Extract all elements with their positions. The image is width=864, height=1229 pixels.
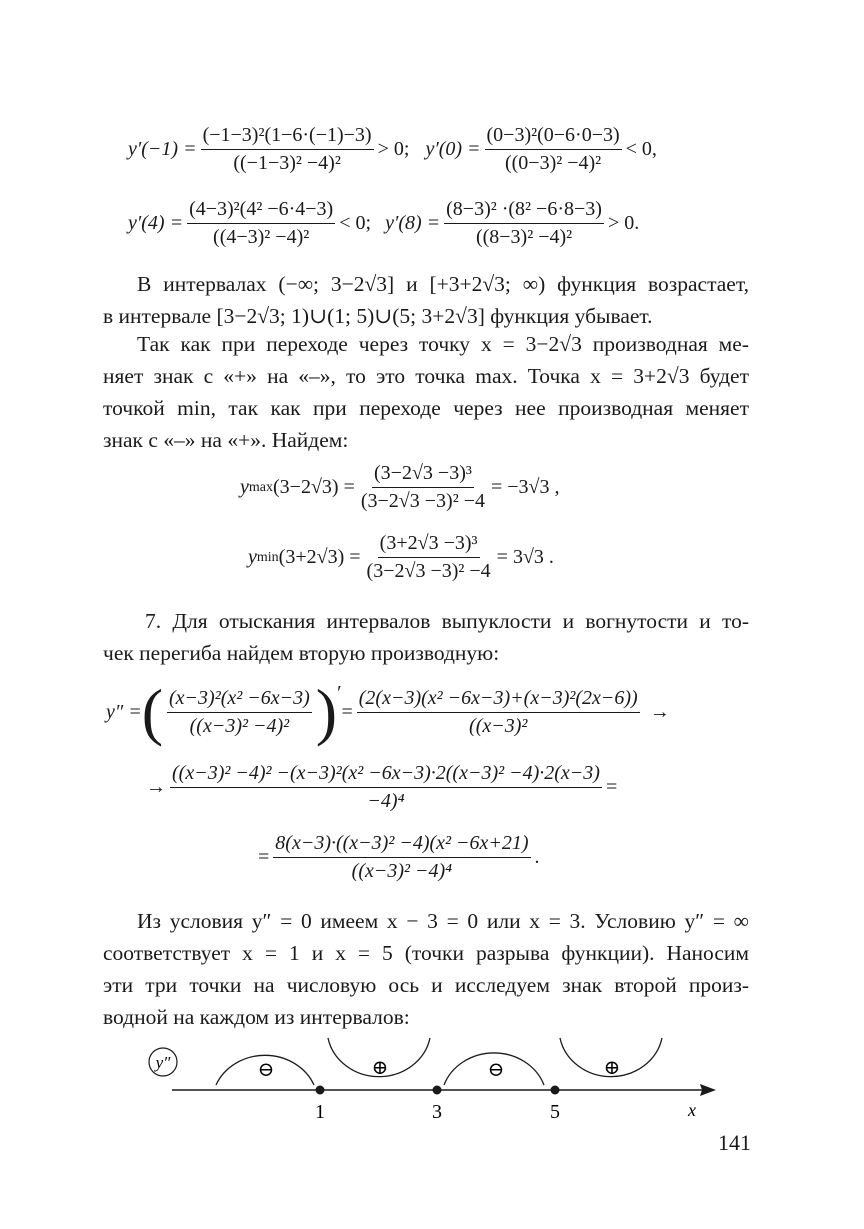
ymax-argument: (3−2√3) = bbox=[273, 476, 355, 498]
ymax-fraction bbox=[359, 462, 487, 513]
text-line: знак с «–» на «+». Найдем: bbox=[103, 428, 349, 452]
equation-second-derivative-line1 bbox=[106, 676, 670, 747]
eq-y-prime-0-fraction bbox=[485, 124, 622, 175]
eq-y-prime-4-fraction bbox=[187, 198, 335, 249]
fraction-numerator: (2(x−3)(x² −6x−3)+(x−3)²(2x−6)) bbox=[357, 687, 640, 713]
text-line: водной на каждом из интервалов: bbox=[103, 1005, 410, 1029]
ymin-fraction bbox=[365, 532, 493, 583]
eq-sign: = bbox=[258, 846, 270, 868]
sign-number-line bbox=[140, 1030, 740, 1130]
paragraph-monotonicity bbox=[103, 268, 749, 332]
eq-relation: > 0. bbox=[607, 212, 640, 234]
text-line: соответствует x = 1 и x = 5 (точки разрыва функции). Наносим bbox=[103, 941, 749, 965]
eq-y-prime-8-label: y′(8) = bbox=[385, 212, 441, 234]
text-line: чек перегиба найдем вторую производную: bbox=[103, 641, 500, 665]
fraction-denominator: ((8−3)² −4)² bbox=[475, 226, 573, 248]
text-line: эти три точки на числовую ось и исследуем знак второй произ- bbox=[103, 973, 749, 997]
equation-second-derivative-line3 bbox=[258, 832, 540, 883]
fraction-numerator: (3−2√3 −3)³ bbox=[372, 462, 474, 488]
second-derivative-inner-fraction bbox=[167, 687, 312, 738]
fraction-numerator: (x−3)²(x² −6x−3) bbox=[167, 687, 312, 713]
ymin-result: = 3√3 . bbox=[496, 546, 554, 568]
equation-derivative-line1 bbox=[128, 124, 657, 175]
fraction-numerator: (8−3)² ·(8² −6·8−3) bbox=[444, 198, 604, 224]
point-3-dot bbox=[433, 1086, 442, 1095]
point-label-5: 5 bbox=[550, 1101, 560, 1123]
fraction-numerator: ((x−3)² −4)² −(x−3)²(x² −6x−3)·2((x−3)² −4)·2(x−3) bbox=[170, 762, 602, 788]
text-line: Так как при переходе через точку x = 3−2√3 производная ме- bbox=[137, 332, 749, 356]
eq-relation: < 0, bbox=[625, 138, 657, 160]
ymax-result: = −3√3 , bbox=[491, 476, 560, 498]
eq-relation: > 0; bbox=[377, 138, 410, 160]
fraction-denominator: ((x−3)² −4)⁴ bbox=[351, 860, 453, 882]
sign-plus-icon: ⊕ bbox=[371, 1057, 389, 1079]
eq-sign: = bbox=[341, 700, 353, 723]
text-line: точкой min, так как при переходе через нее производная меняет bbox=[103, 396, 749, 420]
equation-derivative-line2 bbox=[128, 198, 639, 249]
fraction-numerator: (0−3)²(0−6·0−3) bbox=[485, 124, 622, 150]
fraction-denominator: (3−2√3 −3)² −4 bbox=[360, 490, 485, 512]
eq-relation: < 0; bbox=[339, 212, 372, 234]
fraction-denominator: (3−2√3 −3)² −4 bbox=[366, 560, 491, 582]
fraction-denominator: ((x−3)² −4)² bbox=[189, 714, 290, 737]
fraction-numerator: (−1−3)²(1−6·(−1)−3) bbox=[201, 124, 374, 150]
arrow-symbol: → bbox=[649, 700, 670, 723]
fraction-denominator: ((x−3)² bbox=[469, 714, 528, 737]
text-line: няет знак с «+» на «–», то это точка max. Точка x = 3+2√3 будет bbox=[103, 364, 749, 388]
sign-plus-icon: ⊕ bbox=[603, 1057, 621, 1079]
ymin-argument: (3+2√3) = bbox=[278, 546, 361, 568]
text-line: в интервале [3−2√3; 1)∪(1; 5)∪(5; 3+2√3] функция убывает. bbox=[103, 304, 653, 328]
left-paren: ( bbox=[141, 676, 164, 747]
right-paren: ) bbox=[315, 676, 338, 747]
eq-y-prime-minus1-label: y′(−1) = bbox=[128, 138, 197, 160]
second-derivative-label: y″ = bbox=[106, 700, 142, 723]
fraction-denominator: ((4−3)² −4)² bbox=[213, 226, 310, 248]
text-line: В интервалах (−∞; 3−2√3] и [+3+2√3; ∞) функция возрастает, bbox=[137, 272, 749, 296]
fraction-denominator: −4)⁴ bbox=[367, 790, 405, 812]
arrow-symbol: → bbox=[146, 776, 166, 798]
equation-ymin: y min (3+2√3) = $\frac{\text{(3+2√3 −3)³}}{\text{(3−2√3 −3)² −4}}$ = 3√3 . bbox=[248, 532, 554, 582]
second-derivative-final-fraction bbox=[273, 832, 530, 883]
axis-arrowhead bbox=[700, 1084, 716, 1096]
eq-y-prime-4-label: y′(4) = bbox=[128, 212, 184, 234]
fraction-numerator: (4−3)²(4² −6·4−3) bbox=[187, 198, 335, 224]
ymin-label: y bbox=[248, 546, 257, 568]
fraction-denominator: ((0−3)² −4)² bbox=[504, 152, 602, 174]
paragraph-second-derivative-intro bbox=[103, 605, 749, 669]
point-5-dot bbox=[551, 1086, 560, 1095]
fraction-numerator: (3+2√3 −3)³ bbox=[378, 532, 480, 558]
paragraph-extrema bbox=[103, 328, 749, 456]
paragraph-sign-analysis bbox=[103, 905, 749, 1033]
sign-minus-icon: ⊖ bbox=[257, 1059, 275, 1081]
eq-y-prime-8-fraction bbox=[444, 198, 604, 249]
equation-ymax: y max (3−2√3) = $\frac{\text{(3−2√3 −3)³}}{\text{(3−2√3 −3)² −4}}$ = −3√3 , bbox=[240, 462, 560, 512]
point-label-3: 3 bbox=[432, 1101, 442, 1123]
second-derivative-rhs-fraction bbox=[357, 687, 640, 738]
fraction-numerator: 8(x−3)·((x−3)² −4)(x² −6x+21) bbox=[273, 832, 530, 858]
sign-minus-icon: ⊖ bbox=[487, 1059, 505, 1081]
ymax-label: y bbox=[240, 476, 249, 498]
point-label-1: 1 bbox=[315, 1101, 325, 1123]
axis-label-x: x bbox=[688, 1100, 696, 1120]
fraction-denominator: ((−1−3)² −4)² bbox=[233, 152, 341, 174]
prime-mark: ′ bbox=[337, 682, 342, 704]
y-double-prime-badge-label: y″ bbox=[155, 1053, 171, 1072]
period: . bbox=[534, 846, 540, 868]
eq-y-prime-minus1-fraction bbox=[201, 124, 374, 175]
second-derivative-line2-fraction bbox=[170, 762, 602, 813]
text-line: 7. Для отыскания интервалов выпуклости и вогнутости и то- bbox=[145, 609, 749, 633]
eq-sign: = bbox=[605, 776, 618, 798]
text-line: Из условия y″ = 0 имеем x − 3 = 0 или x = 3. Условию y″ = ∞ bbox=[137, 909, 749, 933]
eq-y-prime-0-label: y′(0) = bbox=[425, 138, 481, 160]
equation-second-derivative-line2 bbox=[146, 762, 617, 813]
page-number: 141 bbox=[718, 1130, 751, 1155]
point-1-dot bbox=[316, 1086, 325, 1095]
